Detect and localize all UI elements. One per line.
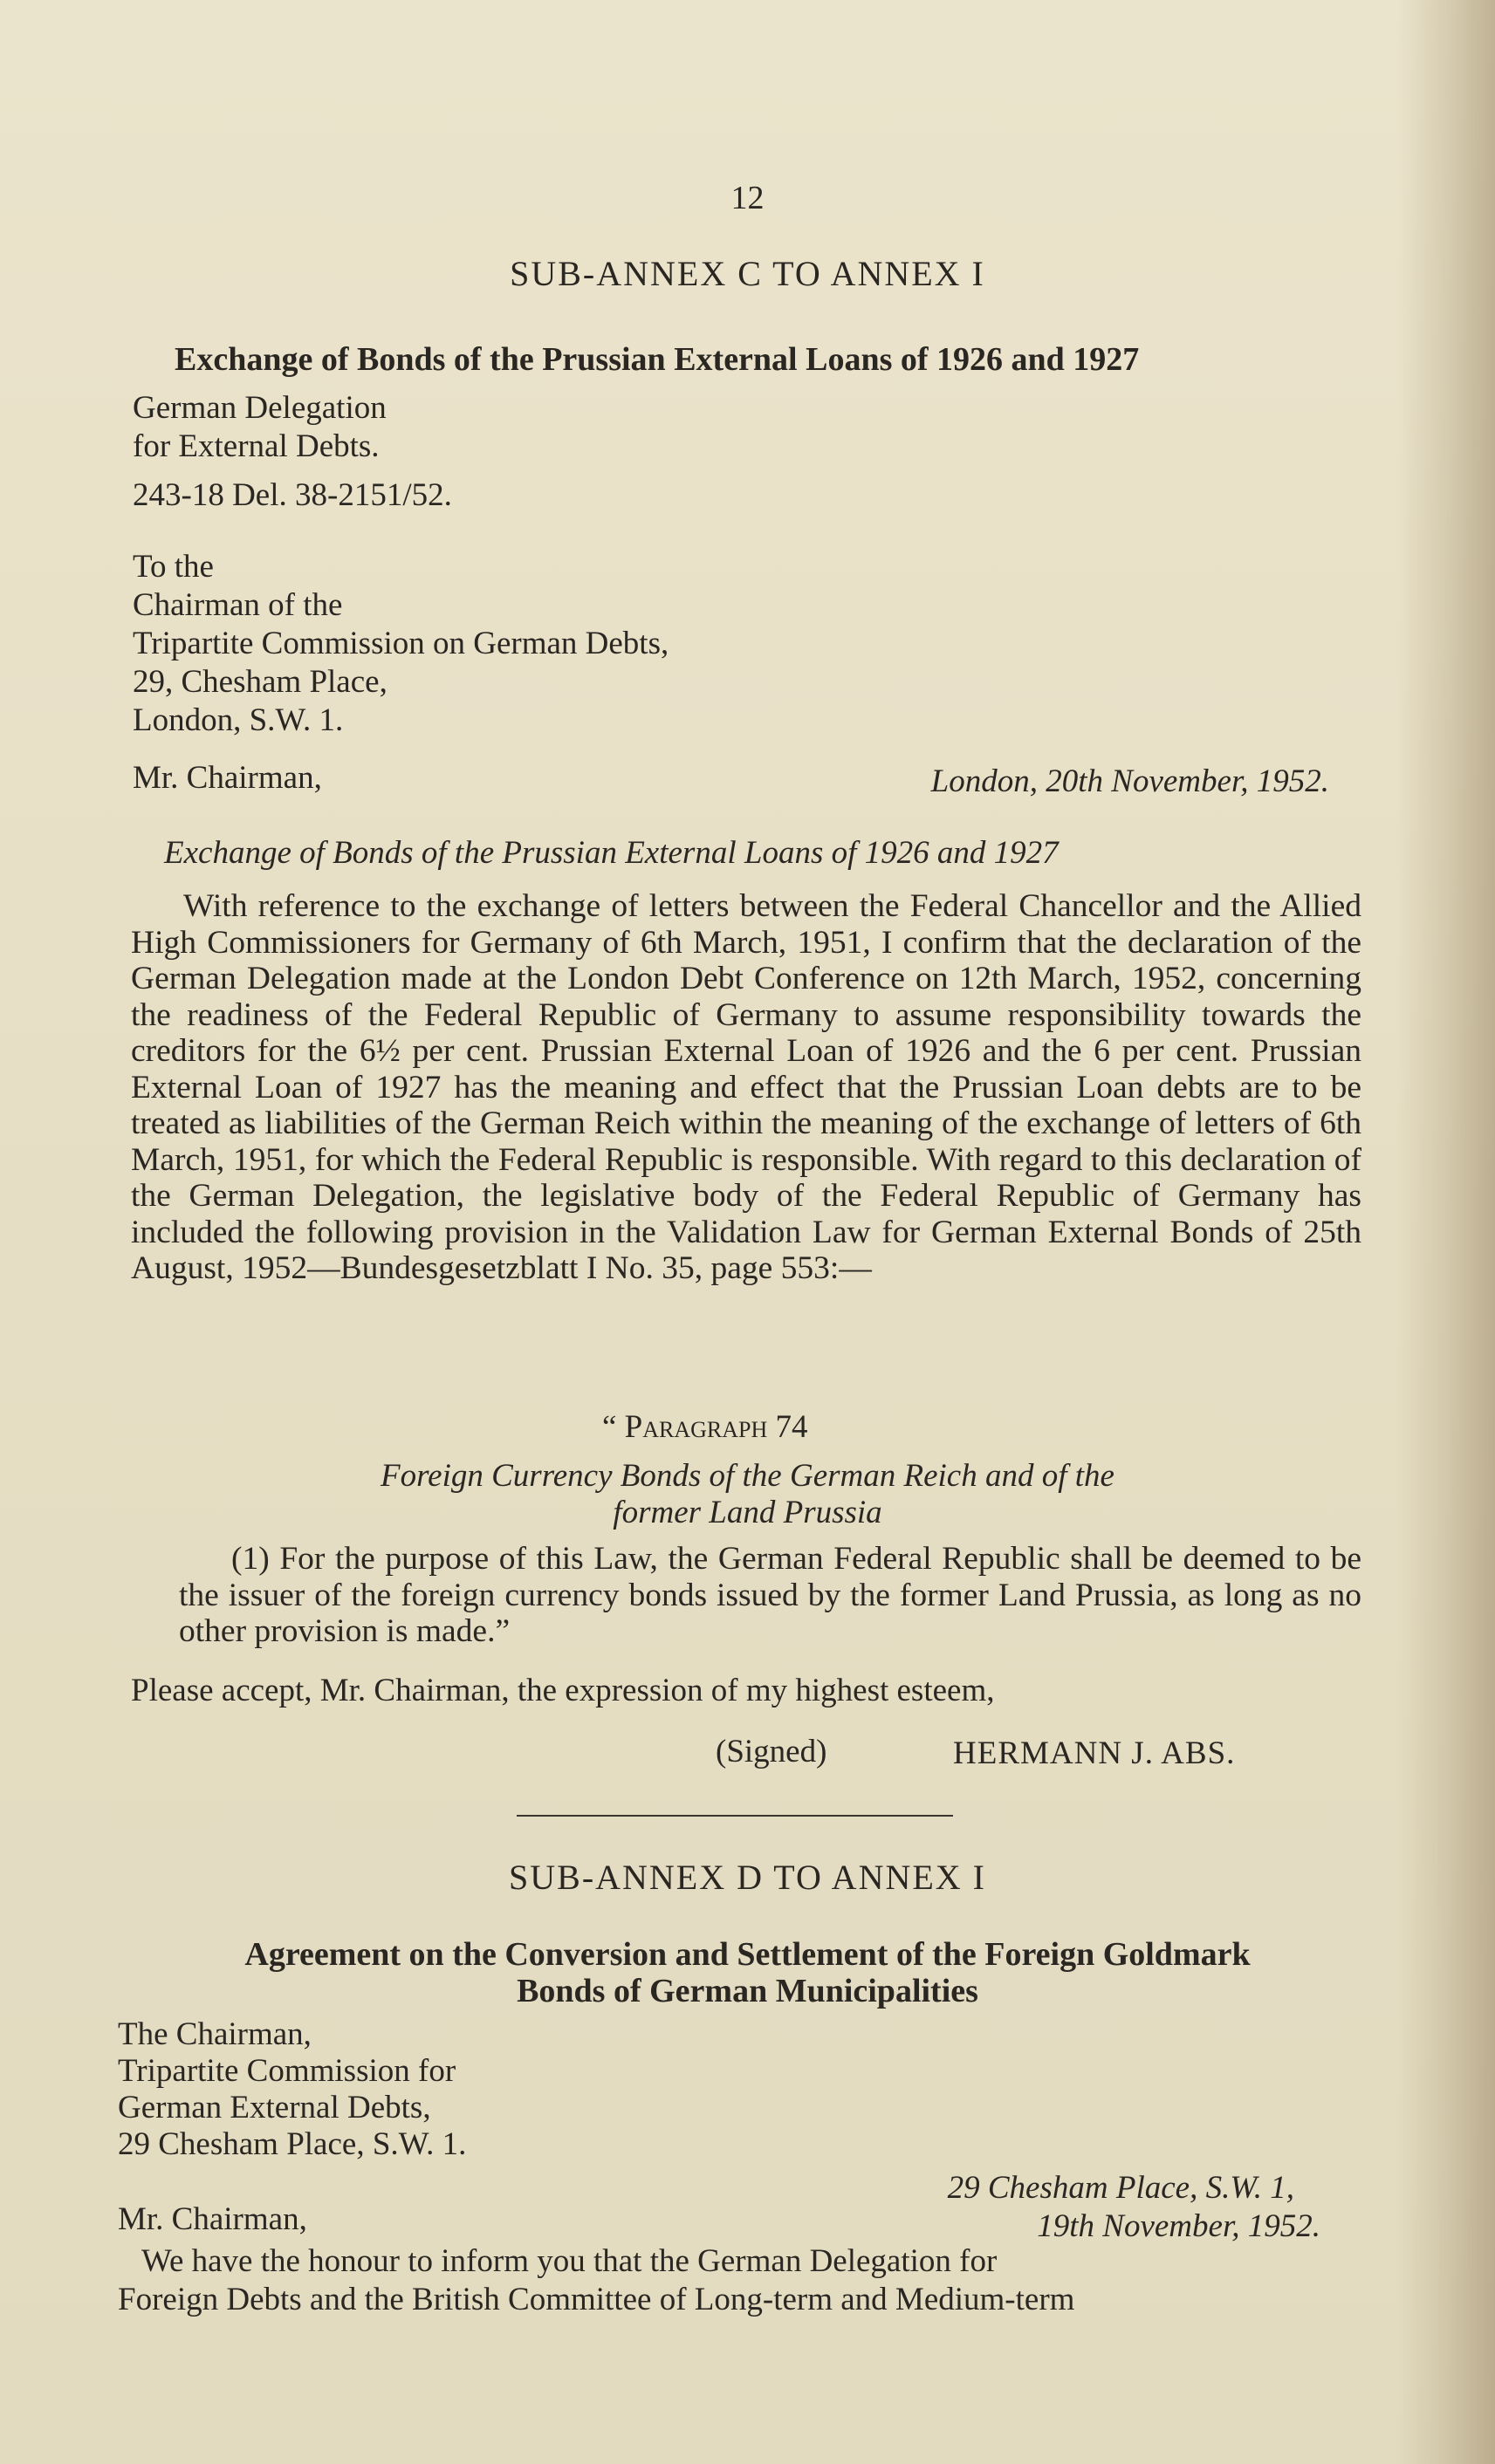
- d-addressee-line-4: 29 Chesham Place, S.W. 1.: [118, 2126, 467, 2162]
- sub-annex-c-title: Exchange of Bonds of the Prussian External Loans of 1926 and 1927: [175, 341, 1140, 378]
- section-divider: [517, 1815, 953, 1817]
- signed-label: (Signed): [716, 1734, 827, 1769]
- quote-title-line-1: Foreign Currency Bonds of the German Reich and of the: [381, 1458, 1114, 1494]
- addressee-line-4: 29, Chesham Place,: [133, 664, 387, 700]
- sub-annex-d-title-line-2: Bonds of German Municipalities: [517, 1973, 978, 2009]
- sub-annex-d-title-line-1: Agreement on the Conversion and Settlement of the Foreign Goldmark: [244, 1936, 1251, 1973]
- d-letter-date: 19th November, 1952.: [1037, 2208, 1320, 2244]
- quote-heading: “ Paragraph 74: [602, 1409, 808, 1445]
- sub-annex-d-heading: SUB-ANNEX D TO ANNEX I: [509, 1858, 986, 1897]
- sender-line-1: German Delegation: [133, 390, 387, 426]
- closing-line: Please accept, Mr. Chairman, the expression of my highest esteem,: [131, 1673, 995, 1708]
- d-salutation: Mr. Chairman,: [118, 2201, 307, 2237]
- d-addressee-line-1: The Chairman,: [118, 2016, 312, 2052]
- d-addressee-line-2: Tripartite Commission for: [118, 2053, 456, 2089]
- sender-line-2: for External Debts.: [133, 428, 380, 464]
- signatory-name: HERMANN J. ABS.: [953, 1735, 1236, 1771]
- d-body-line-2: Foreign Debts and the British Committee of Long-term and Medium-term: [118, 2282, 1075, 2317]
- quote-title-line-2: former Land Prussia: [613, 1495, 882, 1530]
- letter-subject: Exchange of Bonds of the Prussian External Loans of 1926 and 1927: [164, 835, 1059, 871]
- quote-body: (1) For the purpose of this Law, the German Federal Republic shall be deemed to be the issuer of the foreign currency bonds issued by the former Land Prussia, as long as no other provision is made.”: [179, 1541, 1361, 1649]
- addressee-line-1: To the: [133, 549, 214, 585]
- d-address-line: 29 Chesham Place, S.W. 1,: [947, 2170, 1294, 2206]
- addressee-line-5: London, S.W. 1.: [133, 702, 344, 738]
- page-number: 12: [730, 180, 765, 216]
- d-body-line-1: We have the honour to inform you that the German Delegation for: [141, 2243, 998, 2279]
- letter-body: With reference to the exchange of letters between the Federal Chancellor and the Allied High Commissioners for Germany of 6th March, 1951, I confirm that the declaration of the German Delegation made at the London Debt Conference on 12th March, 1952, concerning the readiness of the Federal Republic of Germany to assume responsibility towards the creditors for the 6½ per cent. Prussian External Loan of 1926 and the 6 per cent. Prussian External Loan of 1927 has the meaning and effect that the Prussian Loan debts are to be treated as liabilities of the German Reich within the meaning of the exchange of letters of 6th March, 1951, for which the Federal Republic is responsible. With regard to this declaration of the German Delegation, the legislative body of the Federal Republic of Germany has included the following provision in the Validation Law for German External Bonds of 25th August, 1952—Bundesgesetzblatt I No. 35, page 553:—: [131, 888, 1361, 1286]
- sub-annex-c-heading: SUB-ANNEX C TO ANNEX I: [510, 254, 985, 293]
- d-addressee-line-3: German External Debts,: [118, 2090, 431, 2125]
- addressee-line-3: Tripartite Commission on German Debts,: [133, 626, 669, 661]
- letter-date: London, 20th November, 1952.: [930, 763, 1329, 799]
- reference-number: 243-18 Del. 38-2151/52.: [133, 477, 452, 513]
- salutation: Mr. Chairman,: [133, 760, 322, 796]
- addressee-line-2: Chairman of the: [133, 587, 343, 623]
